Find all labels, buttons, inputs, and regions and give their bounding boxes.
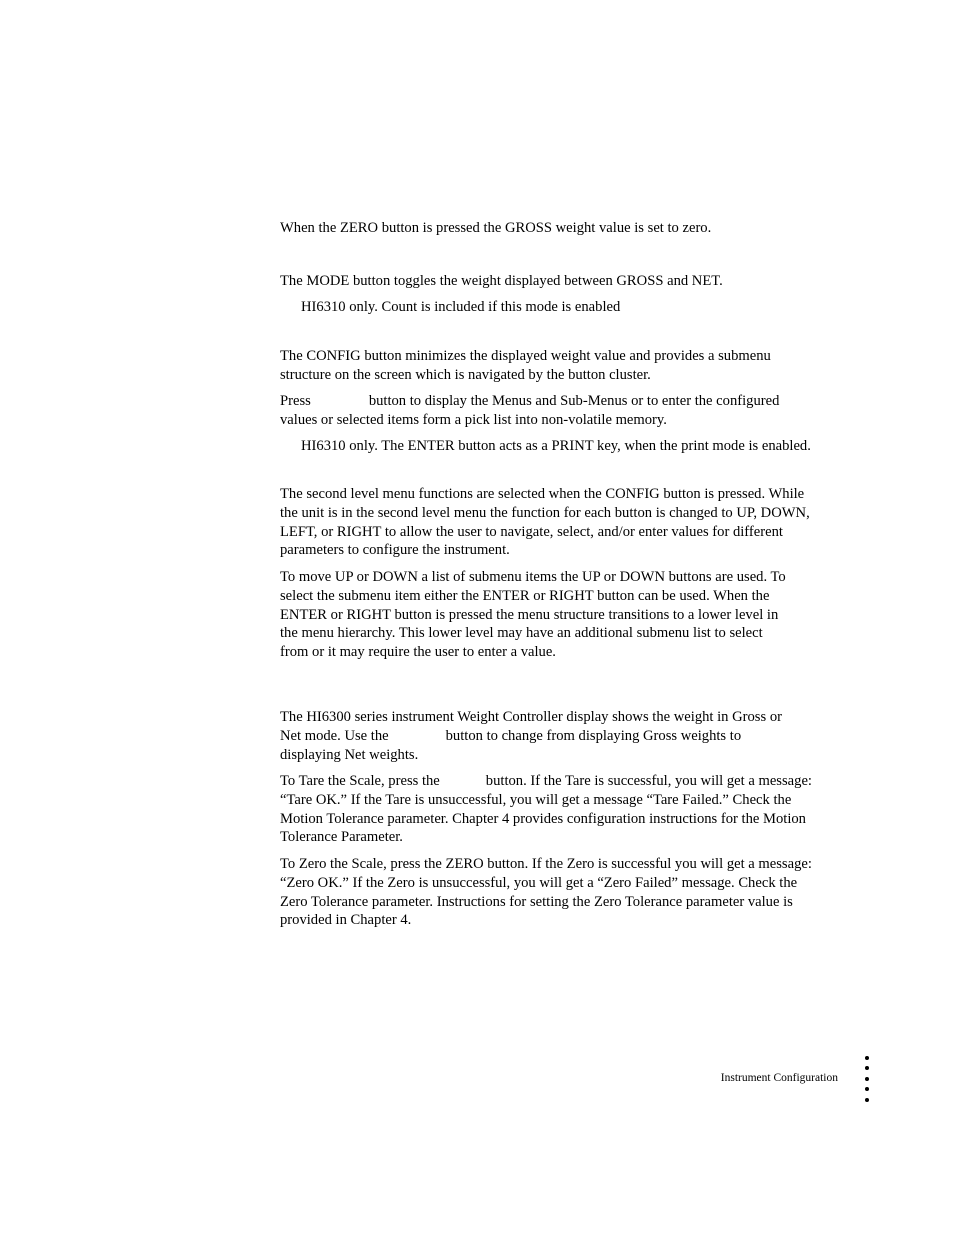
footer-dot — [865, 1066, 869, 1070]
display-paragraph-2: To Tare the Scale, press the button. If the Tare is successful, you will get a message: “Tare OK.” If the Tare is unsuccessful, you will get a message “Tare Failed.” Check the Motion Tolerance parameter. Chapter 4 provides configuration instructions for the Motion Tolerance Parameter. — [280, 773, 812, 846]
mode-note: HI6310 only. Count is included if this mode is enabled — [301, 299, 621, 315]
footer-dot — [865, 1077, 869, 1081]
footer-dot — [865, 1098, 869, 1102]
footer-dot — [865, 1056, 869, 1060]
config-paragraph: The CONFIG button minimizes the displayed weight value and provides a submenu structure on the screen which is navigated by the button cluster. — [280, 348, 771, 383]
second-level-paragraph-1: The second level menu functions are selected when the CONFIG button is pressed. While the unit is in the second level menu the function for each button is changed to UP, DOWN, LEFT, or RIGHT to allow the user to navigate, select, and/or enter values for different parameters to configure the instrument. — [280, 486, 810, 559]
zero-paragraph: When the ZERO button is pressed the GROSS weight value is set to zero. — [280, 220, 712, 236]
display-paragraph-1: The HI6300 series instrument Weight Controller display shows the weight in Gross or Net mode. Use the button to change from displaying Gross weights to displaying Net weights. — [280, 709, 782, 763]
press-word: Press — [280, 393, 311, 409]
second-level-paragraph-2: To move UP or DOWN a list of submenu items the UP or DOWN buttons are used. To select the submenu item either the ENTER or RIGHT button can be used. When the ENTER or RIGHT button is pressed the menu structure transitions to a lower level in the menu hierarchy. This lower level may have an additional submenu list to select from or it may require the user to enter a value. — [280, 569, 786, 661]
config-press-paragraph: Press button to display the Menus and Sub-Menus or to enter the configured values or selected items form a pick list into non-volatile memory. — [280, 393, 780, 428]
config-note: HI6310 only. The ENTER button acts as a PRINT key, when the print mode is enabled. — [301, 438, 811, 454]
mode-paragraph: The MODE button toggles the weight displayed between GROSS and NET. — [280, 273, 723, 289]
footer-dot-column — [865, 1056, 871, 1108]
footer-chapter-title: Instrument Configuration — [720, 1072, 838, 1084]
footer-dot — [865, 1087, 869, 1091]
display-paragraph-3: To Zero the Scale, press the ZERO button. If the Zero is successful you will get a message: “Zero OK.” If the Zero is unsuccessful, you will get a “Zero Failed” message. Check the Zero Tolerance parameter. Instructions for setting the Zero Tolerance parameter value is provided in Chapter 4. — [280, 856, 812, 929]
